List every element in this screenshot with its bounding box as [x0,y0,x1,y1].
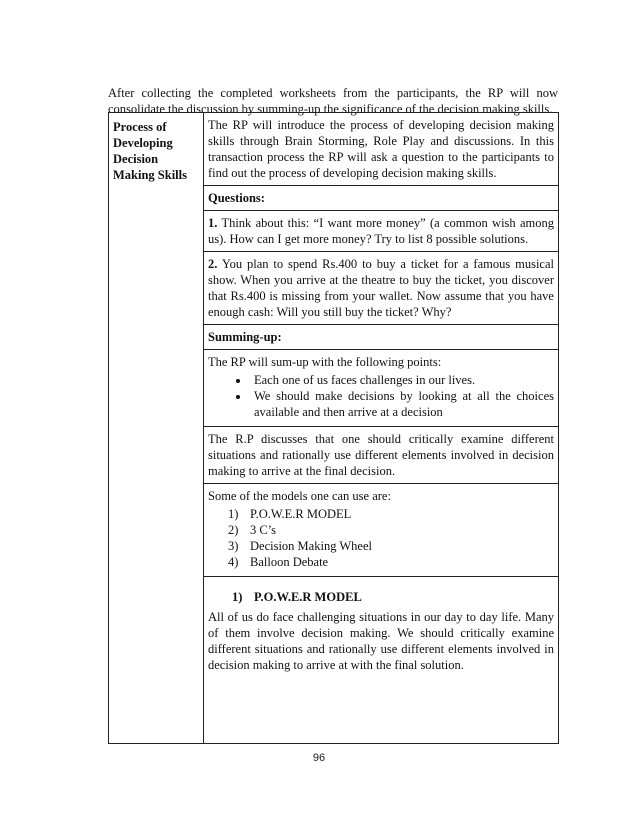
summing-up-heading: Summing-up: [204,325,558,350]
power-model-heading: 1) P.O.W.E.R MODEL [232,590,362,604]
list-item: 3) Decision Making Wheel [228,539,372,553]
row-heading-line: Developing [113,136,173,150]
question-text: Think about this: “I want more money” (a common wish among us). How can I get more money? Try to list 8 possible solutions. [208,216,554,246]
list-item: 4) Balloon Debate [228,555,329,569]
models-intro: Some of the models one can use are: [208,489,391,503]
content-cell [204,113,558,743]
list-item: 2) 3 C’s [228,523,277,537]
row-heading-line: Making Skills [113,168,187,182]
bullet-list [208,372,554,420]
page-number: 96 [312,752,326,764]
question-number: 1. [208,216,218,230]
summing-up-block [204,350,558,427]
intro-paragraph: After collecting the completed worksheets from the participants, the RP will now consolidate the discussion by summing-up the significance of the decision making skills. [108,85,558,116]
models-block [204,484,558,577]
row-heading-line: Decision [113,152,159,166]
list-item: 1) P.O.W.E.R MODEL [228,507,352,521]
power-model-block [204,577,558,677]
row-heading-cell [109,113,204,743]
discussion-block: The R.P discusses that one should critically examine different situations and rationally use different elements involved in decision making to arrive at the final decision. [204,427,558,484]
power-model-text: All of us do face challenging situations in our day to day life. Many of them involve decision making. We should critically examine different situations and rationally use different elements involved in decision making to arrive at with the final solution. [208,610,554,672]
question-2 [204,252,558,325]
list-item: • We should make decisions by looking at all the choices available and then arrive at a decision [250,388,554,420]
summing-up-intro: The RP will sum-up with the following points: [208,355,442,369]
list-item: • Each one of us faces challenges in our lives. [250,372,554,388]
row-heading-line: Process of [113,120,167,134]
questions-heading: Questions: [204,186,558,211]
models-list [208,506,554,570]
intro-block: The RP will introduce the process of developing decision making skills through Brain Storming, Role Play and discussions. In this transaction process the RP will ask a question to the participants to find out the process of developing decision making skills. [204,113,558,186]
process-table [108,112,559,744]
question-1 [204,211,558,252]
question-number: 2. [208,257,218,271]
question-text: You plan to spend Rs.400 to buy a ticket for a famous musical show. When you arrive at the theatre to buy the ticket, you discover that Rs.400 is missing from your wallet. Now assume that you have enough cash: Will you still buy the ticket? Why? [208,257,554,319]
